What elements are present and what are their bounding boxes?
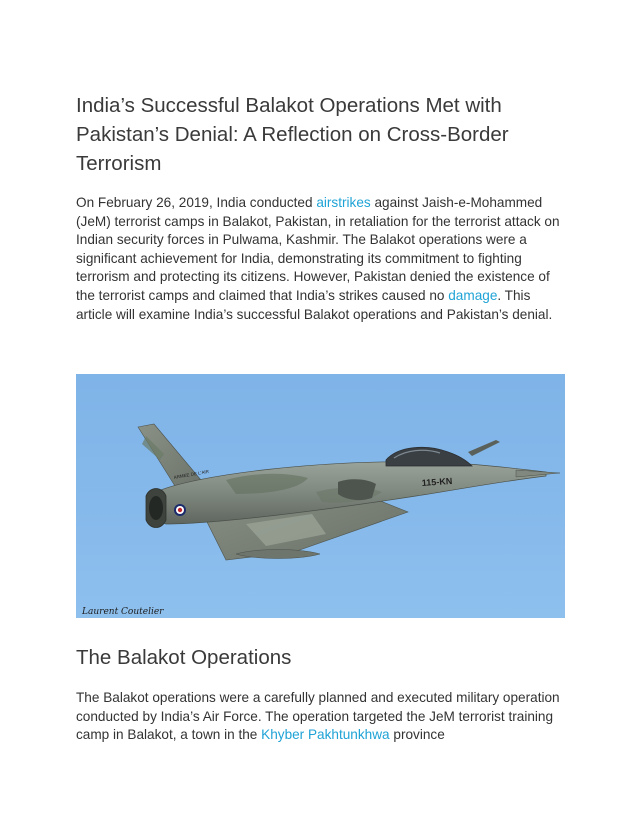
photographer-signature: Laurent Coutelier <box>82 607 164 617</box>
airstrikes-link[interactable]: airstrikes <box>316 195 371 210</box>
intro-text-3: . This article will examine India’s successful Balakot operations and Pakistan’s denial. <box>76 287 553 322</box>
article-title: India’s Successful Balakot Operations Met with Pakistan’s Denial: A Reflection on Cross-Border Terrorism <box>76 94 509 175</box>
section-paragraph <box>76 689 570 745</box>
section-heading: The Balakot Operations <box>76 646 292 669</box>
section-text-2: province <box>389 727 445 743</box>
section-text-1: The Balakot operations were a carefully planned and executed military operation conducted by India’s Air Force. The operation targeted the JeM terrorist training camp in Balakot, a town in the <box>76 690 560 743</box>
damage-link[interactable]: damage <box>448 287 498 303</box>
intro-text-2: against Jaish-e-Mohammed (JeM) terrorist camps in Balakot, Pakistan, in retaliation for the terrorist attack on Indian security forces in Pulwama, Kashmir. The Balakot operations were a significant achievement for India, demonstrating its commitment to fighting terrorism and protecting its citizens. However, Pakistan denied the existence of the terrorist camps and claimed that India’s strikes caused no <box>76 195 560 303</box>
jet-illustration <box>76 374 565 618</box>
tail-marking: ARMEE DE L'AIR <box>173 468 210 480</box>
fuselage-code: 115-KN <box>421 475 453 488</box>
intro-paragraph <box>76 194 570 324</box>
fighter-jet-photo <box>76 374 565 618</box>
intro-text-1: On February 26, 2019, India conducted <box>76 195 317 210</box>
khyber-pakhtunkhwa-link[interactable]: Khyber Pakhtunkhwa <box>261 727 390 743</box>
